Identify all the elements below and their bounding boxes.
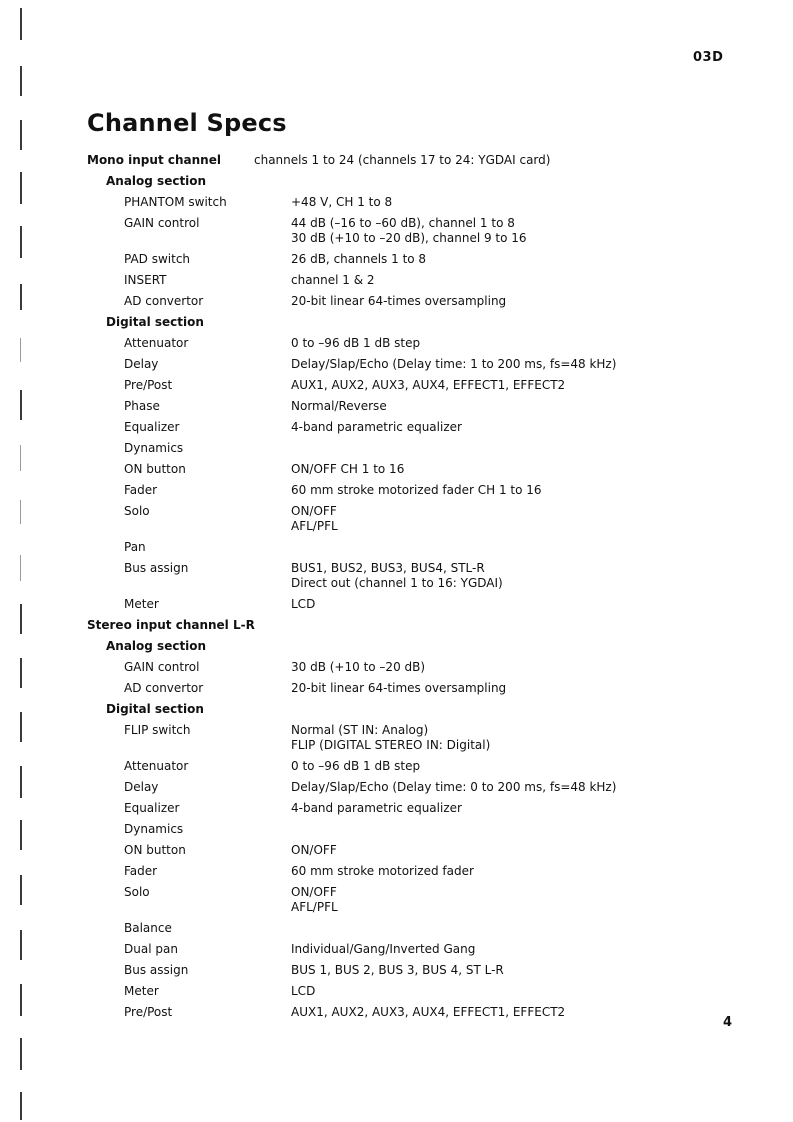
spec-value [291,780,747,795]
section-heading: Stereo input channel L-R [87,618,255,632]
spec-label: Attenuator [124,759,189,773]
spec-row [87,759,747,774]
spec-value [291,984,747,999]
spec-value-line: 60 mm stroke motorized fader CH 1 to 16 [291,483,542,497]
spec-value-line: 0 to –96 dB 1 dB step [291,759,421,773]
spec-value-line: 4-band parametric equalizer [291,801,462,815]
spec-label: Equalizer [124,420,180,434]
spec-row [87,702,747,717]
binding-mark [20,766,22,798]
spec-value-line: BUS 1, BUS 2, BUS 3, BUS 4, ST L-R [291,963,504,977]
section-heading: Mono input channel [87,153,221,167]
spec-row [87,921,747,936]
document-code: 03D [693,50,724,65]
spec-row [87,336,747,351]
page-title: Channel Specs [87,109,287,137]
binding-mark [20,1038,22,1070]
spec-row [87,681,747,696]
spec-value-line: channels 1 to 24 (channels 17 to 24: YGDAI card) [254,153,551,167]
spec-value-line: 20-bit linear 64-times oversampling [291,681,507,695]
spec-label: GAIN control [124,216,200,230]
spec-row [87,378,747,393]
spec-value [291,963,747,978]
binding-mark [20,390,22,420]
spec-value-line: ON/OFF [291,504,337,518]
binding-mark [20,8,22,40]
spec-value [291,252,747,267]
spec-row [87,864,747,879]
spec-label: Phase [124,399,160,413]
spec-row [87,780,747,795]
spec-value-line: 30 dB (+10 to –20 dB) [291,660,426,674]
spec-value [291,681,747,696]
subsection-heading: Analog section [106,174,207,188]
spec-label: Pre/Post [124,378,173,392]
spec-row [87,483,747,498]
spec-row [87,561,747,591]
spec-value [291,273,747,288]
spec-value-line: FLIP (DIGITAL STEREO IN: Digital) [291,738,491,752]
subsection-heading: Digital section [106,702,204,716]
spec-value [291,759,747,774]
binding-mark [20,984,22,1016]
spec-value-line: AFL/PFL [291,519,338,533]
spec-value-line: Delay/Slap/Echo (Delay time: 0 to 200 ms, fs=48 kHz) [291,780,617,794]
spec-value-line: 44 dB (–16 to –60 dB), channel 1 to 8 [291,216,515,230]
spec-row [87,540,747,555]
spec-row [87,963,747,978]
spec-row [87,420,747,435]
spec-label: AD convertor [124,294,204,308]
spec-value-line: ON/OFF CH 1 to 16 [291,462,405,476]
spec-value-line: LCD [291,597,316,611]
spec-label: Bus assign [124,963,189,977]
spec-value-line: 60 mm stroke motorized fader [291,864,474,878]
spec-row [87,843,747,858]
spec-value-line: channel 1 & 2 [291,273,375,287]
binding-hole-marks [0,0,30,1122]
spec-label: GAIN control [124,660,200,674]
spec-value [291,942,747,957]
spec-label: Delay [124,357,159,371]
spec-row [87,822,747,837]
binding-mark [20,172,22,204]
spec-table [87,153,747,1020]
spec-label: Pan [124,540,146,554]
spec-value [291,399,747,414]
spec-value-line: LCD [291,984,316,998]
spec-row [87,315,747,330]
spec-label: PAD switch [124,252,191,266]
spec-value-line: Normal/Reverse [291,399,387,413]
spec-row [87,357,747,372]
spec-label: Meter [124,597,159,611]
spec-row [87,885,747,915]
spec-value-line: AUX1, AUX2, AUX3, AUX4, EFFECT1, EFFECT2 [291,1005,566,1019]
subsection-heading: Analog section [106,639,207,653]
spec-row [87,639,747,654]
spec-value-line: Direct out (channel 1 to 16: YGDAI) [291,576,503,590]
spec-value [291,357,747,372]
spec-value-line: 26 dB, channels 1 to 8 [291,252,427,266]
spec-row [87,1005,747,1020]
spec-value [291,597,747,612]
spec-label: Equalizer [124,801,180,815]
spec-value [254,153,747,168]
spec-value [291,483,747,498]
spec-label: Meter [124,984,159,998]
spec-row [87,942,747,957]
spec-value-line: ON/OFF [291,885,337,899]
spec-value [291,378,747,393]
spec-row [87,399,747,414]
spec-label: Fader [124,483,158,497]
binding-mark [20,712,22,742]
spec-value [291,216,747,246]
page-number: 4 [723,1015,733,1030]
spec-row [87,252,747,267]
spec-value-line: AUX1, AUX2, AUX3, AUX4, EFFECT1, EFFECT2 [291,378,566,392]
spec-label: Solo [124,504,150,518]
binding-mark [20,555,21,581]
spec-label: ON button [124,843,186,857]
spec-label: INSERT [124,273,167,287]
spec-row [87,597,747,612]
spec-value-line: 30 dB (+10 to –20 dB), channel 9 to 16 [291,231,527,245]
spec-label: FLIP switch [124,723,191,737]
spec-label: AD convertor [124,681,204,695]
spec-label: Pre/Post [124,1005,173,1019]
spec-label: Dual pan [124,942,178,956]
spec-value-line: BUS1, BUS2, BUS3, BUS4, STL-R [291,561,485,575]
spec-row [87,273,747,288]
spec-label: Attenuator [124,336,189,350]
spec-row [87,660,747,675]
spec-value [291,195,747,210]
spec-value-line: Individual/Gang/Inverted Gang [291,942,476,956]
spec-row [87,984,747,999]
binding-mark [20,875,22,905]
spec-value [291,801,747,816]
spec-label: Balance [124,921,172,935]
binding-mark [20,604,22,634]
spec-row [87,195,747,210]
spec-label: Delay [124,780,159,794]
spec-row [87,504,747,534]
spec-label: Dynamics [124,441,184,455]
spec-value-line: 4-band parametric equalizer [291,420,462,434]
spec-row [87,462,747,477]
spec-label: ON button [124,462,186,476]
spec-value-line: ON/OFF [291,843,337,857]
spec-row [87,618,747,633]
spec-row [87,153,747,168]
spec-row [87,174,747,189]
spec-row [87,801,747,816]
binding-mark [20,284,22,310]
spec-value [291,1005,747,1020]
spec-value [291,504,747,534]
spec-value [291,843,747,858]
binding-mark [20,658,22,688]
spec-row [87,723,747,753]
binding-mark [20,445,21,471]
binding-mark [20,820,22,850]
spec-value-line: Normal (ST IN: Analog) [291,723,429,737]
spec-value [291,294,747,309]
spec-value-line: 0 to –96 dB 1 dB step [291,336,421,350]
spec-row [87,216,747,246]
spec-value [291,561,747,591]
spec-value-line: +48 V, CH 1 to 8 [291,195,393,209]
binding-mark [20,338,21,362]
subsection-heading: Digital section [106,315,204,329]
spec-value-line: AFL/PFL [291,900,338,914]
spec-label: Fader [124,864,158,878]
spec-value [291,864,747,879]
spec-value [291,660,747,675]
spec-value [291,885,747,915]
spec-value [291,723,747,753]
spec-row [87,294,747,309]
spec-label: PHANTOM switch [124,195,227,209]
binding-mark [20,1092,22,1120]
spec-value-line: 20-bit linear 64-times oversampling [291,294,507,308]
spec-value [291,336,747,351]
spec-label: Bus assign [124,561,189,575]
spec-value [291,462,747,477]
spec-label: Solo [124,885,150,899]
binding-mark [20,120,22,150]
spec-value [291,420,747,435]
binding-mark [20,66,22,96]
spec-value-line: Delay/Slap/Echo (Delay time: 1 to 200 ms, fs=48 kHz) [291,357,617,371]
binding-mark [20,226,22,258]
spec-row [87,441,747,456]
binding-mark [20,500,21,524]
binding-mark [20,930,22,960]
spec-label: Dynamics [124,822,184,836]
